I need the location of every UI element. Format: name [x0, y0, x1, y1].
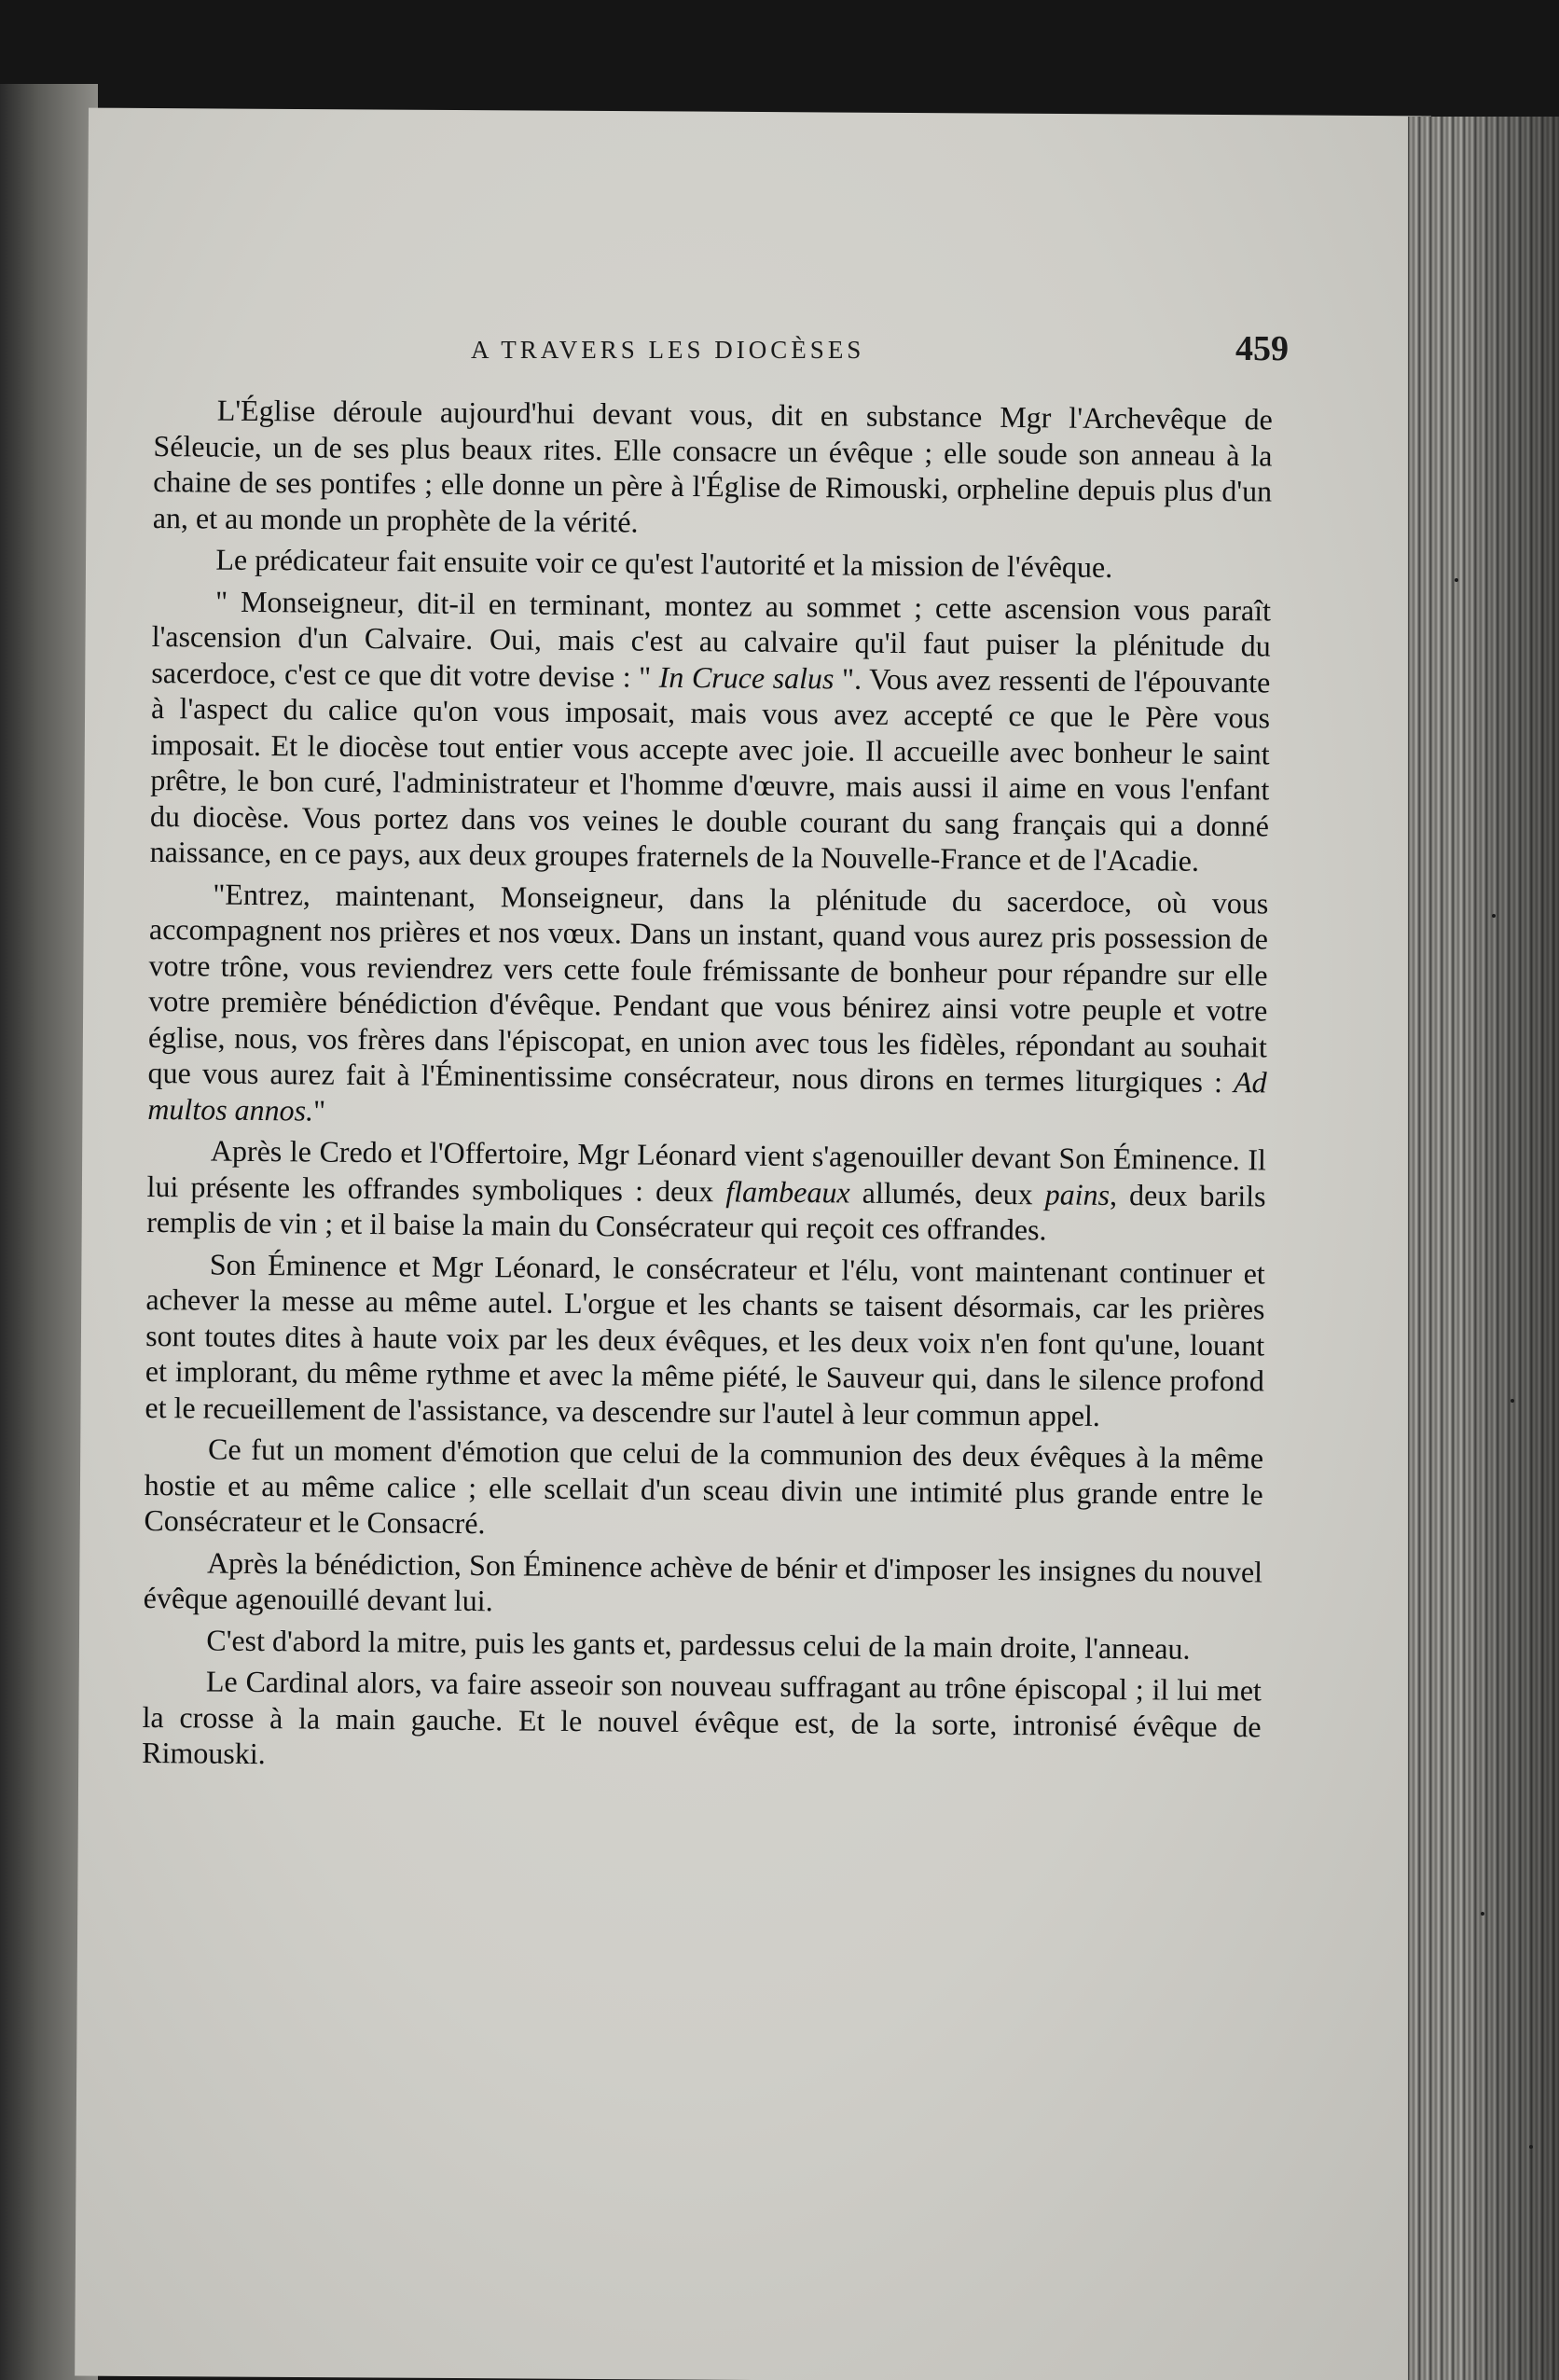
paragraph: [144, 1543, 1263, 1625]
text-run: L'Église déroule aujourd'hui devant vous, dit en substance Mgr l'Archevêque de Séleucie, un de ses plus beaux rites. Elle consacre un évêque ; elle soude son anneau à la chaine de ses pontifes ; elle donne un père à l'Église de Rimouski, orpheline depuis plus d'un an, et au monde un prophète de la vérité.: [152, 393, 1273, 539]
page-header: [280, 328, 1289, 384]
text-run: Son Éminence et Mgr Léonard, le consécrateur et l'élu, vont maintenant continuer et achever la messe au même autel. L'orgue et les chants se taisent désormais, car les prières sont toutes dites à haute voix par les deux évêques, et les deux voix n'en font qu'une, louant et implorant, du même rythme et avec la même piété, le Sauveur qui, dans le silence profond et le recueillement de l'assistance, va descendre sur l'autel à leur commun appel.: [145, 1247, 1265, 1432]
paragraph: [142, 1663, 1262, 1780]
text-run: Le Cardinal alors, va faire asseoir son nouveau suffragant au trône épiscopal ; il lui met la crosse à la main gauche. Et le nouvel évêque est, de la sorte, intronisé évêque de Rimouski.: [142, 1664, 1262, 1771]
text-run: Le prédicateur fait ensuite voir ce qu'est l'autorité et la mission de l'évêque.: [215, 542, 1113, 584]
paragraph: [143, 1621, 1262, 1667]
page-stack-shadow: [1469, 117, 1559, 2380]
paragraph: [147, 875, 1268, 1136]
paragraph: [153, 392, 1273, 545]
ink-speck: [1529, 2145, 1533, 2149]
text-run: Ce fut un moment d'émotion que celui de la communion des deux évêques à la même hostie et au même calice ; elle scellait d'un sceau divin une intimité plus grande entre le Consécrateur et le Consacré.: [144, 1432, 1264, 1541]
body-text: [142, 392, 1273, 1786]
ink-speck: [1455, 578, 1458, 582]
italic-text: Ad multos annos.: [147, 1065, 1267, 1128]
italic-text: flambeaux: [725, 1173, 850, 1210]
paragraph: [144, 1431, 1263, 1548]
paragraph: [146, 1132, 1266, 1250]
paragraph: [145, 1245, 1265, 1434]
text-run: allumés, deux: [849, 1175, 1045, 1211]
text-run: ". Vous avez ressenti de l'épouvante à l'aspect du calice qu'on vous imposait, mais vous avez accepté ce que le Père vous imposait. Et le diocèse tout entier vous accepte avec joie. Il accueille avec bonheur le saint prêtre, le bon curé, l'administrateur et l'homme d'œuvre, mais aussi il aime en vous l'enfant du diocèse. Vous portez dans vos veines le double courant du sang français qui a donné naissance, en ce pays, aux deux groupes fraternels de la Nouvelle-France et de l'Acadie.: [149, 660, 1271, 878]
text-run: Après le Credo et l'Offertoire, Mgr Léonard vient s'agenouiller devant Son Éminence. Il lui présente les offrandes symboliques : deux: [146, 1133, 1267, 1208]
italic-text: In Cruce salus: [658, 659, 835, 695]
text-run: "Entrez, maintenant, Monseigneur, dans la plénitude du sacerdoce, où vous accompagnent nos prières et nos vœux. Dans un instant, quand vous aurez pris possession de votre trône, vous reviendrez vers cette foule frémissante de bonheur pour répandre sur elle votre première bénédiction d'évêque. Pendant que vous bénirez ainsi votre peuple et votre église, nous, vos frères dans l'épiscopat, en union avec tous les fidèles, répondant au souhait que vous aurez fait à l'Éminentissime consécrateur, nous dirons en termes liturgiques :: [147, 877, 1269, 1100]
page-number: 459: [1235, 329, 1289, 368]
ink-speck: [1492, 914, 1496, 918]
ink-speck: [1481, 1912, 1484, 1916]
text-run: Après la bénédiction, Son Éminence achève de bénir et d'imposer les insignes du nouvel évêque agenouillé devant lui.: [143, 1545, 1263, 1618]
italic-text: pains: [1044, 1176, 1111, 1211]
text-run: ": [312, 1093, 326, 1128]
running-head: A TRAVERS LES DIOCÈSES: [471, 336, 865, 364]
text-run: " Monseigneur, dit-il en terminant, montez au sommet ; cette ascension vous paraît l'ascension d'un Calvaire. Oui, mais c'est au calvaire qu'il faut puiser la plénitude du sacerdoce, c'est ce que dit votre devise : ": [151, 584, 1272, 694]
ink-speck: [1511, 1399, 1514, 1403]
text-run: C'est d'abord la mitre, puis les gants et, pardessus celui de la main droite, l'anneau.: [206, 1623, 1191, 1666]
text-run: , deux barils remplis de vin ; et il baise la main du Consécrateur qui reçoit ces offrandes.: [146, 1177, 1266, 1247]
paragraph: [152, 541, 1271, 587]
paragraph: [150, 582, 1272, 879]
